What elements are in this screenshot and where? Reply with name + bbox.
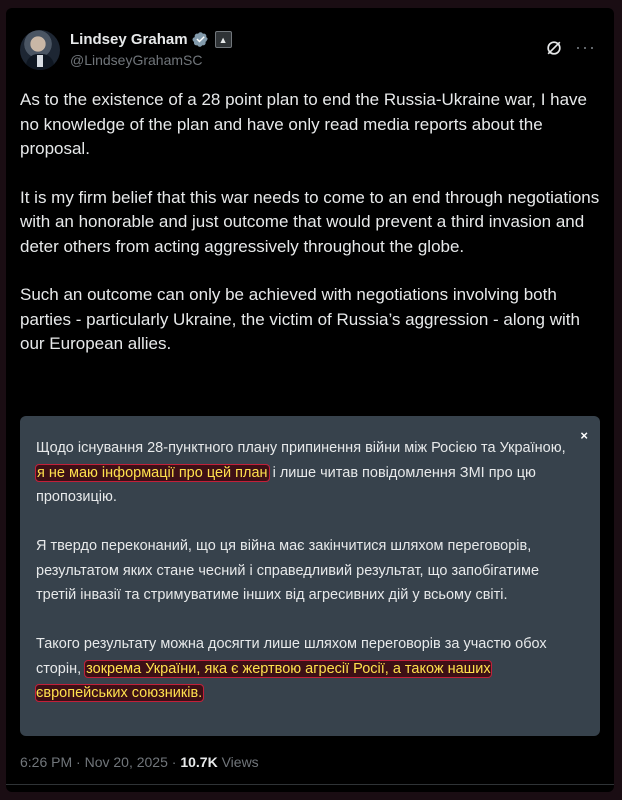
post-meta xyxy=(20,754,259,770)
tweet-paragraph-1: As to the existence of a 28 point plan to end the Russia-Ukraine war, I have no knowledge of the plan and have only read media reports about the proposal. xyxy=(20,90,588,158)
tweet-paragraph-2: It is my firm belief that this war needs to come to an end through negotiations with an honorable and just outcome that would prevent a third invasion and deter others from acting aggressively throughout the globe. xyxy=(20,187,600,256)
more-options-icon[interactable]: ··· xyxy=(575,37,596,57)
government-building-icon: ▲ xyxy=(215,31,232,48)
close-icon[interactable]: × xyxy=(580,428,588,443)
views-count: 10.7K xyxy=(180,754,218,770)
avatar-shirt xyxy=(37,55,43,67)
translation-text: і лише читав повідомлення ЗМІ про цю пропозицію. xyxy=(36,464,536,505)
divider xyxy=(6,784,614,785)
grok-icon[interactable] xyxy=(544,38,564,58)
translation-paragraph-2: Я твердо переконаний, що ця війна має закінчитися шляхом переговорів, результатом яких стане чесний і справедливий результат, що запобігатиме третій інвазії та стримуватиме інших від агресивних дій у всьому світі. xyxy=(36,538,540,603)
author-name[interactable]: Lindsey Graham xyxy=(70,31,188,48)
tweet-paragraph-3: Such an outcome can only be achieved with negotiations involving both parties - particularly Ukraine, the victim of Russia’s aggression - along with our European allies. xyxy=(20,285,580,353)
translation-paragraph-1 xyxy=(36,436,570,510)
author-handle[interactable]: @LindseyGrahamSC xyxy=(70,52,203,68)
translation-paragraph-3 xyxy=(36,632,570,706)
verified-badge-icon xyxy=(192,31,209,48)
meta-separator: · xyxy=(167,754,181,770)
post-header xyxy=(20,28,600,74)
meta-separator: · xyxy=(72,754,85,770)
avatar[interactable] xyxy=(20,30,60,70)
post-date[interactable]: Nov 20, 2025 xyxy=(84,754,168,770)
translation-text: Такого результату можна досягти лише шляхом переговорів за участю обох сторін, xyxy=(36,636,547,677)
post-time[interactable]: 6:26 PM xyxy=(20,754,73,770)
translation-overlay xyxy=(20,416,600,736)
highlighted-phrase: я не маю інформації про цей план xyxy=(37,464,268,481)
translation-text: Щодо існування 28-пунктного плану припинення війни між Росією та Україною, xyxy=(36,440,566,456)
tweet-text xyxy=(20,88,600,381)
highlighted-phrase: зокрема України, яка є жертвою агресії Росії, а також наших європейських союзників. xyxy=(36,660,491,701)
views-label: Views xyxy=(217,754,259,770)
post-frame xyxy=(6,8,614,792)
author-name-row[interactable] xyxy=(70,31,232,48)
